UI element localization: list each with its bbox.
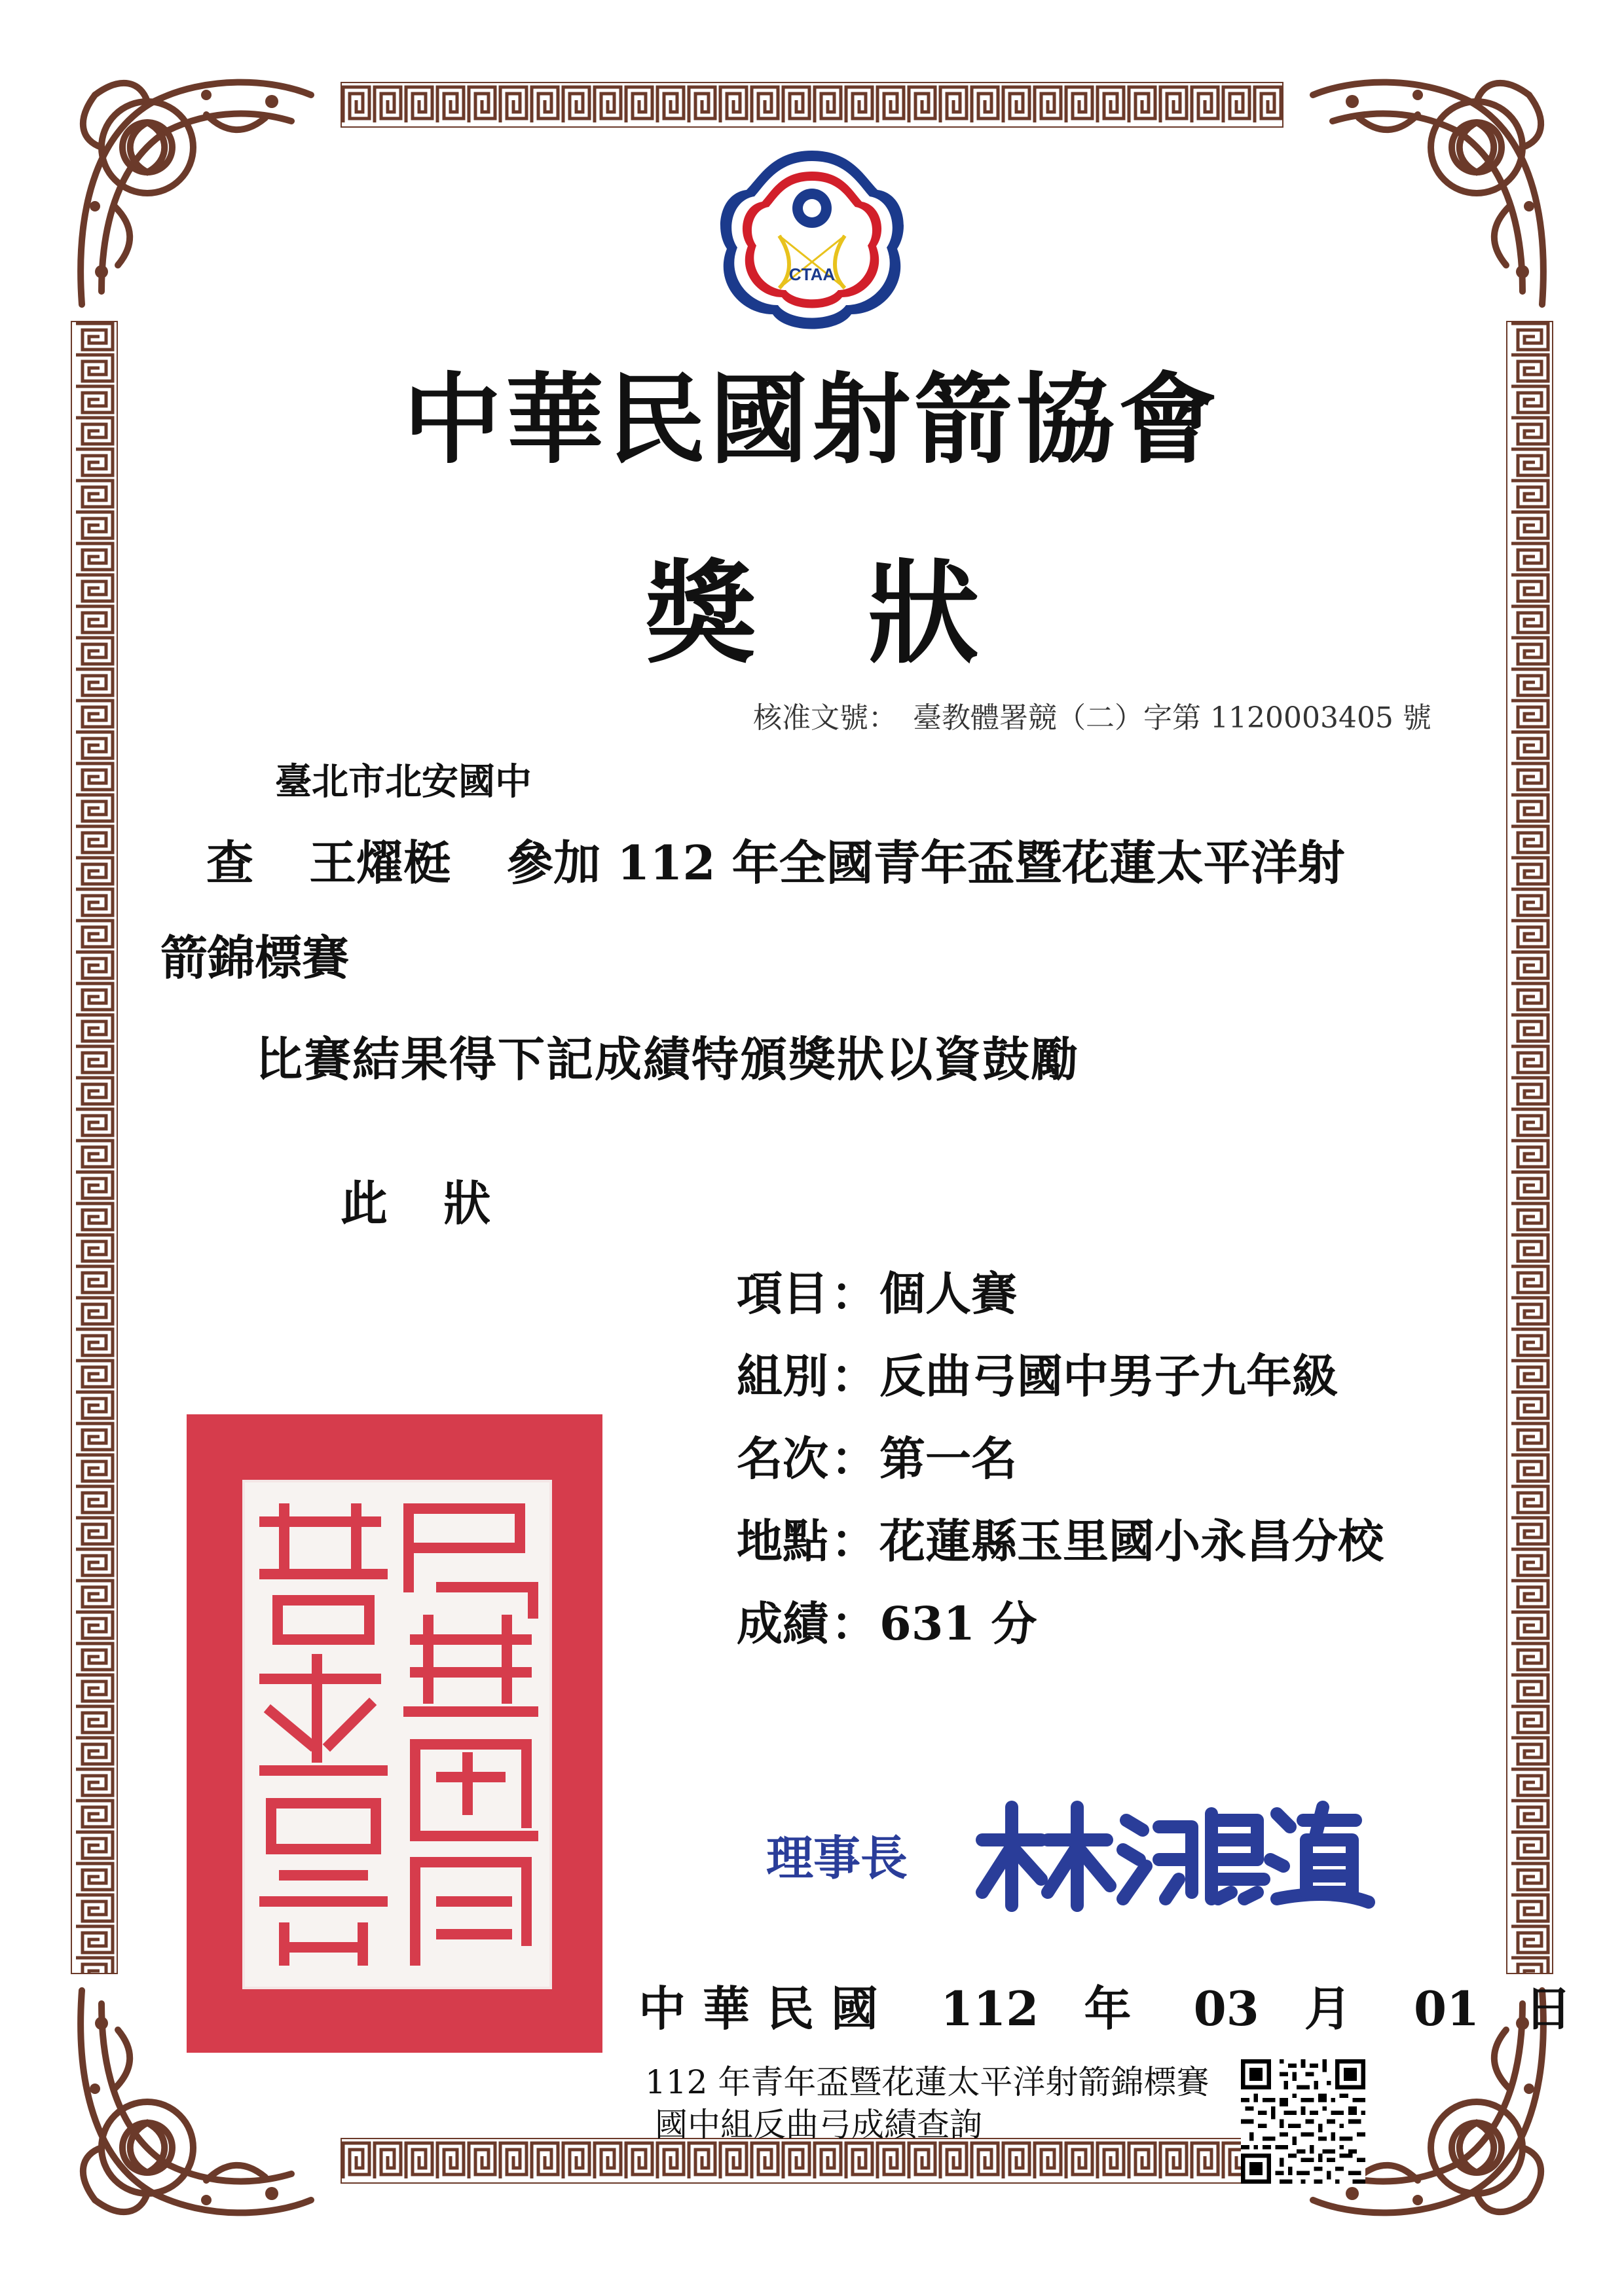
detail-row-rank (737, 1422, 1384, 1505)
date-day: 01 (1413, 1981, 1480, 2036)
detail-separator: ： (831, 1349, 877, 1403)
handwritten-signature-icon (969, 1794, 1375, 1912)
detail-value: 花蓮縣玉里國小永昌分校 (879, 1514, 1384, 1568)
top-border-pattern (341, 82, 1283, 128)
recipient-name: 王燿梃 (309, 835, 451, 890)
footer-line-1: 112 年青年盃暨花蓮太平洋射箭錦標賽 (645, 2063, 1209, 2101)
date-era: 中華民國 (638, 1981, 896, 2036)
recipient-line (206, 825, 1345, 893)
detail-row-score (737, 1587, 1384, 1670)
approval-number-line (753, 694, 1431, 736)
qr-code-icon[interactable] (1241, 2059, 1365, 2184)
closing-text: 此 狀 (341, 1175, 491, 1231)
footer-line-2: 國中組反曲弓成績查詢 (655, 2106, 982, 2144)
detail-row-division (737, 1340, 1384, 1422)
official-seal-icon (187, 1414, 602, 2053)
detail-separator: ： (831, 1266, 877, 1321)
corner-ornament-icon (56, 56, 331, 331)
detail-label: 成績 (737, 1596, 828, 1651)
signature-title: 理事長 (766, 1831, 908, 1886)
detail-label: 項目 (737, 1266, 828, 1321)
event-line-2: 箭錦標賽 (160, 930, 350, 985)
approval-number: 臺教體署競（二）字第 1120003405 號 (913, 701, 1431, 735)
logo-text: CTAA (788, 265, 836, 284)
detail-value: 個人賽 (879, 1266, 1017, 1321)
date-year: 112 (940, 1981, 1039, 2036)
date-year-unit: 年 (1084, 1981, 1149, 2036)
date-day-unit: 日 (1524, 1981, 1589, 2036)
certificate-title: 獎 狀 (644, 549, 979, 679)
detail-row-venue (737, 1505, 1384, 1587)
date-month-unit: 月 (1304, 1981, 1369, 2036)
organization-title: 中華民國射箭協會 (403, 363, 1221, 477)
detail-separator: ： (831, 1596, 877, 1651)
ctaa-logo-icon (707, 144, 917, 340)
detail-label: 地點 (737, 1514, 828, 1568)
corner-ornament-icon (1293, 56, 1568, 331)
school-name: 臺北市北安國中 (275, 760, 532, 803)
seal-inner (242, 1480, 552, 1989)
detail-row-event (737, 1257, 1384, 1340)
detail-value: 第一名 (879, 1431, 1017, 1486)
result-line: 比賽結果得下記成績特頒獎狀以資鼓勵 (255, 1031, 1080, 1087)
approval-label: 核准文號： (753, 701, 897, 735)
details-list (737, 1257, 1384, 1670)
detail-separator: ： (831, 1514, 877, 1568)
detail-value: 631 分 (879, 1596, 1037, 1651)
signature-block (753, 1794, 1395, 1912)
verb-text: 查 (206, 835, 254, 890)
detail-value: 反曲弓國中男子九年級 (879, 1349, 1338, 1403)
event-line-1: 參加 112 年全國青年盃暨花蓮太平洋射 (506, 835, 1345, 890)
date-month: 03 (1193, 1981, 1259, 2036)
issue-date (638, 1971, 1589, 2039)
detail-separator: ： (831, 1431, 877, 1486)
seal-script-icon (245, 1482, 549, 1987)
detail-label: 組別 (737, 1349, 828, 1403)
detail-label: 名次 (737, 1431, 828, 1486)
